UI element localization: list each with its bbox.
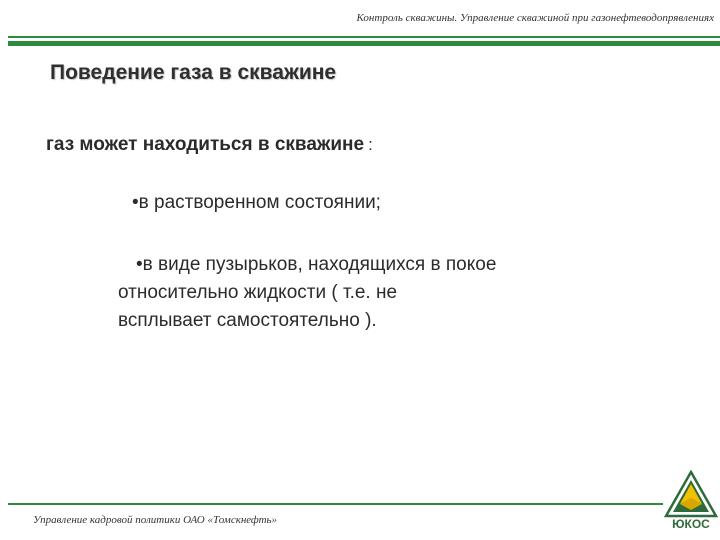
bullet-bubbles-line-1: •в виде пузырьков, находящихся в покое	[136, 254, 497, 275]
intro-label: газ может находиться в скважине	[46, 134, 365, 155]
footer-divider	[8, 503, 663, 505]
footer-text: Управление кадровой политики ОАО «Томскнефть»	[33, 514, 278, 526]
bullet-bubbles-line-3: всплывает самостоятельно ).	[118, 310, 377, 331]
slide-title: Поведение газа в скважине	[50, 61, 337, 84]
intro-text	[46, 134, 373, 156]
bullet-dissolved: •в растворенном состоянии;	[132, 192, 381, 213]
logo-text: ЮКОС	[672, 517, 710, 531]
intro-colon: :	[368, 135, 373, 154]
bullet-bubbles-line-2: относительно жидкости ( т.е. не	[118, 282, 398, 303]
header-divider-thin	[8, 36, 720, 38]
bullet-bubbles	[118, 251, 678, 335]
header-divider-thick	[8, 41, 720, 46]
header-text: Контроль скважины. Управление скважиной при газонефтеводопрявлениях	[356, 12, 714, 24]
